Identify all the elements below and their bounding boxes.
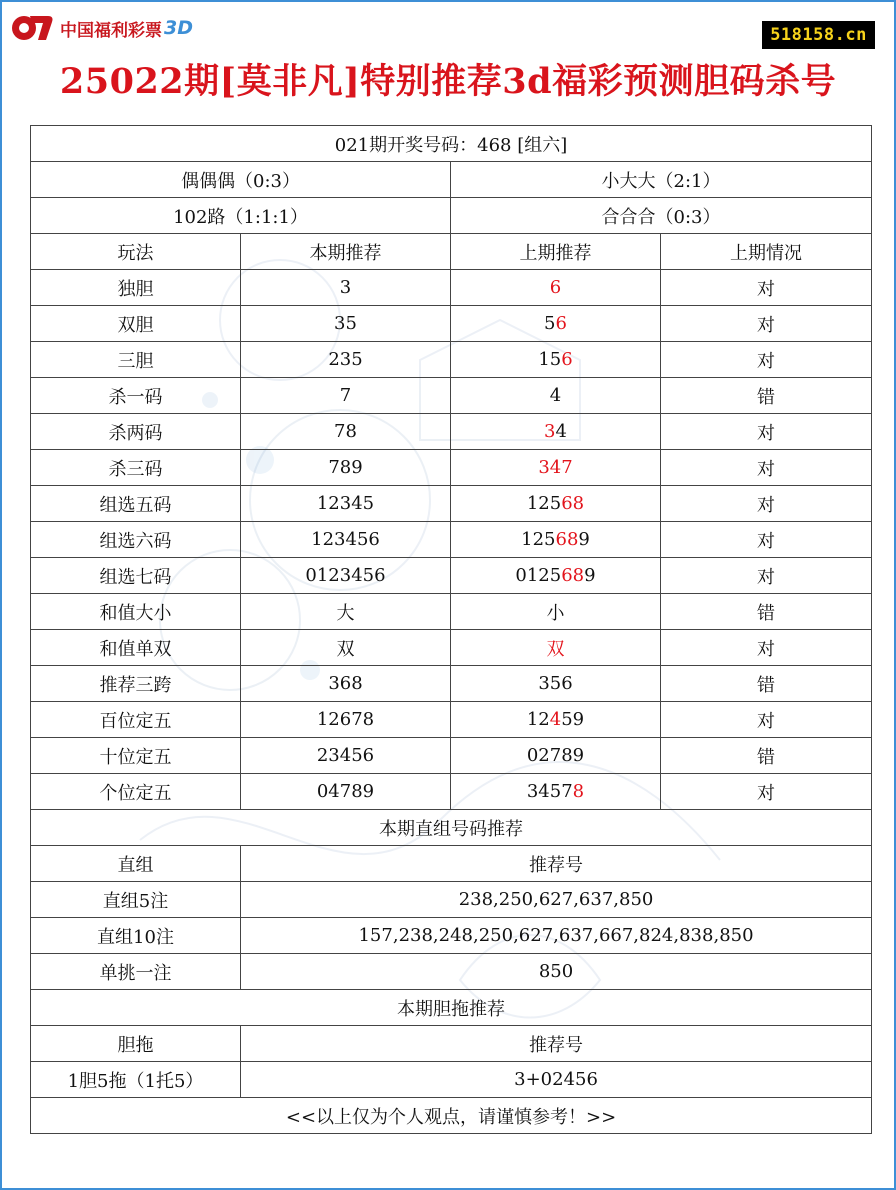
play-name: 组选七码 — [31, 558, 241, 594]
table-row — [31, 414, 872, 450]
hit-digits: 347 — [538, 457, 573, 478]
play-name: 和值大小 — [31, 594, 241, 630]
hit-digits: 6 — [549, 277, 562, 298]
table-row — [31, 522, 872, 558]
play-name: 独胆 — [31, 270, 241, 306]
table-row — [31, 486, 872, 522]
previous-recommendation — [451, 594, 661, 630]
digits: 4 — [555, 421, 567, 442]
direct-label: 直组5注 — [31, 882, 241, 918]
hit-digits: 3 — [544, 421, 556, 442]
lottery-logo — [10, 8, 193, 48]
current-recommendation: 235 — [241, 342, 451, 378]
previous-recommendation — [451, 702, 661, 738]
hit-digits: 68 — [561, 565, 585, 586]
previous-result: 错 — [661, 738, 872, 774]
play-name: 个位定五 — [31, 774, 241, 810]
previous-result: 错 — [661, 378, 872, 414]
table-row — [31, 378, 872, 414]
previous-result: 错 — [661, 594, 872, 630]
previous-recommendation — [451, 270, 661, 306]
table-row — [31, 342, 872, 378]
previous-recommendation — [451, 774, 661, 810]
route-ratio: 102路（1:1:1） — [31, 198, 451, 234]
previous-result: 对 — [661, 414, 872, 450]
big-small-ratio: 小大大（2:1） — [451, 162, 872, 198]
previous-recommendation — [451, 666, 661, 702]
table-row — [31, 774, 872, 810]
stats-row-1 — [31, 162, 872, 198]
table-row — [31, 558, 872, 594]
direct-label: 单挑一注 — [31, 954, 241, 990]
previous-recommendation — [451, 630, 661, 666]
direct-header-value: 推荐号 — [241, 846, 872, 882]
logo-3d-mark: 3D — [164, 17, 193, 39]
table-row — [31, 270, 872, 306]
drag-value: 3+02456 — [241, 1062, 872, 1098]
current-recommendation: 12678 — [241, 702, 451, 738]
digits: 5 — [544, 313, 556, 334]
direct-label: 直组10注 — [31, 918, 241, 954]
digits: 15 — [538, 349, 562, 370]
drag-section-title-row — [31, 990, 872, 1026]
table-row — [31, 630, 872, 666]
odd-even-ratio: 偶偶偶（0:3） — [31, 162, 451, 198]
current-recommendation: 大 — [241, 594, 451, 630]
direct-section-title-row — [31, 810, 872, 846]
current-recommendation: 0123456 — [241, 558, 451, 594]
direct-header-row — [31, 846, 872, 882]
direct-value: 850 — [241, 954, 872, 990]
previous-recommendation — [451, 342, 661, 378]
previous-result: 对 — [661, 558, 872, 594]
play-name: 杀一码 — [31, 378, 241, 414]
play-name: 百位定五 — [31, 702, 241, 738]
page-title: 25022期[莫非凡]特别推荐3d福彩预测胆码杀号 — [59, 61, 837, 102]
previous-recommendation — [451, 414, 661, 450]
prediction-table — [30, 125, 872, 1134]
current-recommendation: 78 — [241, 414, 451, 450]
current-recommendation: 123456 — [241, 522, 451, 558]
previous-result: 错 — [661, 666, 872, 702]
previous-result: 对 — [661, 270, 872, 306]
current-recommendation: 789 — [241, 450, 451, 486]
digits: 125 — [526, 493, 562, 514]
site-badge[interactable]: 518158.cn — [762, 21, 875, 49]
footer-row — [31, 1098, 872, 1134]
current-recommendation: 368 — [241, 666, 451, 702]
table-row — [31, 1062, 872, 1098]
previous-result: 对 — [661, 522, 872, 558]
current-recommendation: 23456 — [241, 738, 451, 774]
direct-value: 157,238,248,250,627,637,667,824,838,850 — [241, 918, 872, 954]
table-row — [31, 594, 872, 630]
table-row — [31, 738, 872, 774]
drag-label: 1胆5拖（1托5） — [31, 1062, 241, 1098]
play-name: 杀两码 — [31, 414, 241, 450]
play-name: 三胆 — [31, 342, 241, 378]
hit-digits: 8 — [572, 781, 585, 802]
digits: 小 — [546, 602, 565, 624]
play-name: 组选六码 — [31, 522, 241, 558]
header-play: 玩法 — [31, 234, 241, 270]
drag-header-label: 胆拖 — [31, 1026, 241, 1062]
direct-header-label: 直组 — [31, 846, 241, 882]
play-name: 推荐三跨 — [31, 666, 241, 702]
hit-digits: 6 — [555, 313, 567, 334]
current-recommendation: 12345 — [241, 486, 451, 522]
digits: 3457 — [526, 781, 573, 802]
previous-recommendation — [451, 306, 661, 342]
direct-value: 238,250,627,637,850 — [241, 882, 872, 918]
previous-result: 对 — [661, 774, 872, 810]
digits: 59 — [561, 709, 585, 730]
prime-composite-ratio: 合合合（0:3） — [451, 198, 872, 234]
table-row — [31, 954, 872, 990]
digits: 4 — [549, 385, 562, 406]
drag-header-value: 推荐号 — [241, 1026, 872, 1062]
previous-recommendation — [451, 450, 661, 486]
play-name: 双胆 — [31, 306, 241, 342]
header-previous: 上期推荐 — [451, 234, 661, 270]
play-name: 杀三码 — [31, 450, 241, 486]
digits: 12 — [526, 709, 550, 730]
stats-row-2 — [31, 198, 872, 234]
previous-result: 对 — [661, 486, 872, 522]
digits: 356 — [538, 673, 573, 694]
table-row — [31, 666, 872, 702]
digits: 9 — [584, 565, 596, 586]
drag-section-title: 本期胆拖推荐 — [31, 990, 872, 1026]
table-row — [31, 306, 872, 342]
draw-info: 021期开奖号码：468 [组六] — [31, 126, 872, 162]
column-header-row — [31, 234, 872, 270]
current-recommendation: 35 — [241, 306, 451, 342]
digits: 125 — [521, 529, 556, 550]
previous-recommendation — [451, 738, 661, 774]
direct-section-title: 本期直组号码推荐 — [31, 810, 872, 846]
footer-note: <<以上仅为个人观点，请谨慎参考！>> — [31, 1098, 872, 1134]
digits: 9 — [578, 529, 590, 550]
hit-digits: 4 — [549, 709, 562, 730]
hit-digits: 68 — [555, 529, 579, 550]
previous-result: 对 — [661, 450, 872, 486]
previous-recommendation — [451, 522, 661, 558]
table-row — [31, 882, 872, 918]
drag-header-row — [31, 1026, 872, 1062]
logo-text: 中国福利彩票 — [60, 20, 162, 41]
draw-info-row — [31, 126, 872, 162]
previous-recommendation — [451, 558, 661, 594]
previous-recommendation — [451, 486, 661, 522]
previous-result: 对 — [661, 342, 872, 378]
lottery-logo-icon — [10, 10, 56, 46]
previous-result: 对 — [661, 702, 872, 738]
current-recommendation: 3 — [241, 270, 451, 306]
table-row — [31, 450, 872, 486]
hit-digits: 双 — [546, 638, 565, 660]
hit-digits: 68 — [561, 493, 585, 514]
play-name: 组选五码 — [31, 486, 241, 522]
table-row — [31, 702, 872, 738]
hit-digits: 6 — [561, 349, 573, 370]
current-recommendation: 04789 — [241, 774, 451, 810]
header-current: 本期推荐 — [241, 234, 451, 270]
current-recommendation: 7 — [241, 378, 451, 414]
play-name: 十位定五 — [31, 738, 241, 774]
previous-result: 对 — [661, 630, 872, 666]
play-name: 和值单双 — [31, 630, 241, 666]
current-recommendation: 双 — [241, 630, 451, 666]
previous-recommendation — [451, 378, 661, 414]
digits: 0125 — [515, 565, 562, 586]
table-row — [31, 918, 872, 954]
header-result: 上期情况 — [661, 234, 872, 270]
digits: 02789 — [526, 745, 585, 766]
previous-result: 对 — [661, 306, 872, 342]
